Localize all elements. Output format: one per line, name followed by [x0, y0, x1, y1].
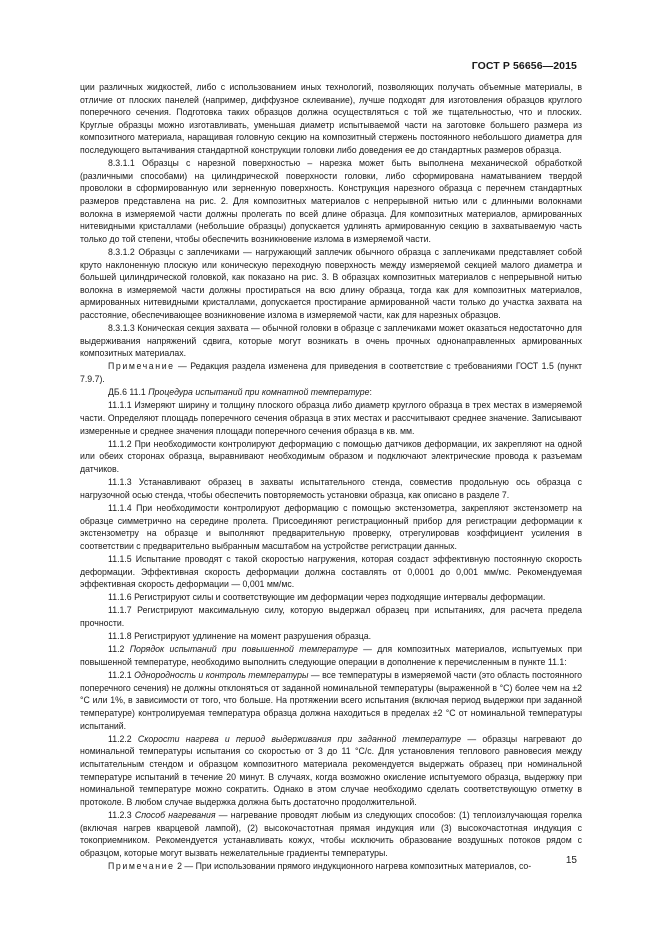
paragraph: 11.2.3 Способ нагревания — нагревание проводят любым из следующих способов: (1) теплоизлучающая горелка (включая нагрев кварцевой лампой), (2) высокочастотная прямая индукция или (3) высокочастотная индукция с токоприемником. Рекомендуется устанавливать кожух, чтобы исключить образование воздушных потоков рядом с образцом, которые могут вызвать нежелательные градиенты температуры. — [80, 809, 583, 858]
document-code: ГОСТ Р 56656—2015 — [471, 60, 577, 72]
note-label: Примечание — [108, 860, 175, 871]
paragraph: 11.1.2 При необходимости контролируют деформацию с помощью датчиков деформации, их закрепляют на одной или обеих сторонах образца, выравнивают необходимым образом и подключают электрические провода к разъемам датчиков. — [80, 438, 582, 474]
page-number: 15 — [565, 855, 577, 866]
paragraph: 11.1.3 Устанавливают образец в захваты испытательного стенда, совместив продольную ось образца с нагрузочной осью стенда, чтобы обеспечить повторяемость установки образца, как описано в разделе 7. — [80, 477, 582, 500]
paragraph: 8.3.1.1 Образцы с нарезной поверхностью – нарезка может быть выполнена механической обработкой (различными способами) на цилиндрической поверхности головки, либо сформирована наматыванием твердой проволоки в сформированную или зерненную поверхность. Конструкция нарезного образца с перечнем стандартных размеров представлена на рис. 2. Для композитных материалов с непрерывной нитью или с длинными волокнами волокна в измеряемой части должны пролегать по всей длине образца. Для композитных материалов, армированных нитевидными кристаллами (небольшие образцы) допускается удлинять армированную секцию в захватываемую часть только до той степени, чтобы обеспечить возникновение излома в измеряемой части. — [80, 158, 582, 244]
paragraph-title: Однородность и контроль температуры — [134, 670, 309, 681]
document-body — [80, 81, 582, 873]
paragraph: 8.3.1.2 Образцы с заплечиками — нагружающий заплечик обычного образца с заплечиками представляет собой круто наклоненную плоскую или коническую переходную поверхность между измеряемой секцией малого диаметра и большей цилиндрической головкой, как показано на рис. 3. В образцах композитных материалов с непрерывной нитью волокна в измеряемой части должны простираться на всю длину образца, тогда как для композитных материалов, армированных нитевидными кристаллами, допускается простирание армированной части только до участка захвата на расстояние, обеспечивающее возникновение излома в измеряемой части, как для нарезных образцов. — [80, 246, 582, 320]
paragraph: 11.1.4 При необходимости контролируют деформацию с помощью экстензометра, закрепляют экстензометр на образце симметрично на середине пролета. Присоединяют регистрационный прибор для регистрации деформации к экстензометру на образце и выполняют предварительную проверку, отрегулировав коэффициент усиления в соответствии с предварительно выбранным масштабом на устройстве регистрации данных. — [80, 502, 582, 551]
section-heading-title: Порядок испытаний при повышенной температуре — [129, 644, 358, 655]
section-heading: ДБ.6 11.1 Процедура испытаний при комнатной температуре: — [108, 387, 372, 398]
paragraph: 11.2.2 Скорости нагрева и период выдерживания при заданной температуре — образцы нагревают до номинальной температуры испытания со скоростью от 3 до 11 °С/с. Для установления теплового равновесия между испытательным стендом и образцом композитного материала рекомендуется выдержать образец при номинальной температуре испытаний в течение 20 минут. В случаях, когда возможно окисление испытуемого образца, выдержку при номинальной температуре можно сократить. Однако в этом случае необходимо сделать соответствующую отметку в протоколе. В любом случае выдержка должна быть достаточно продолжительной. — [80, 733, 582, 807]
paragraph: 11.1.8 Регистрируют удлинение на момент разрушения образца. — [108, 631, 372, 642]
note: Примечание — Редакция раздела изменена для приведения в соответствие с требованиями ГОСТ 1.5 (пункт 7.9.7). — [80, 361, 582, 385]
paragraph: 11.1.1 Измеряют ширину и толщину плоского образца либо диаметр круглого образца в трех местах в измеряемой части. Определяют площадь поперечного сечения образца в этих местах и рассчитывают среднее значение. Записывают измеренные и среднее значения площади поперечного сечения образца в кв. мм. — [80, 400, 582, 436]
paragraph-title: Скорости нагрева и период выдерживания при заданной температуре — [137, 733, 462, 744]
paragraph: 8.3.1.3 Коническая секция захвата — обычной головки в образце с заплечиками может оказаться недостаточно для выдерживания напряжений сдвига, которые могут возникать в очень прочных однонаправленных армированных композитных материалах. — [80, 323, 582, 359]
note: Примечание 2 — При использовании прямого индукционного нагрева композитных материалов, со- — [108, 860, 532, 871]
section-heading-title: Процедура испытаний при комнатной температуре — [148, 387, 370, 398]
section-heading: 11.2 Порядок испытаний при повышенной температуре — для композитных материалов, испытуемых при повышенной температуре, необходимо выполнить следующие операции в дополнение к перечисленным в пункте 11.1: — [80, 644, 582, 668]
paragraph: 11.1.6 Регистрируют силы и соответствующие им деформации через подходящие интервалы деформации. — [108, 592, 546, 603]
note-label: Примечание — [108, 361, 175, 372]
paragraph: ции различных жидкостей, либо с использованием иных технологий, позволяющих получать объемные материалы, в отличие от плоских панелей (например, диффузное склеивание), лучше подходят для изготовления образцов круглого поперечного сечения. Подготовка таких образцов должна осуществляться с той же тщательностью, что и плоских. Круглые образцы можно изготавливать, уменьшая диаметр испытываемой части на заготовке большего размера из композитного материала, наращивая головную секцию на композитный стержень постоянного небольшого диаметра для последующего вытачивания стандартной конструкции головки либо доведения ее до стандартных размеров образца. — [80, 82, 582, 155]
paragraph: 11.1.7 Регистрируют максимальную силу, которую выдержал образец при испытаниях, для расчета предела прочности. — [80, 605, 582, 629]
paragraph: 11.2.1 Однородность и контроль температуры — все температуры в измеряемой части (это область постоянного поперечного сечения) не должны отклоняться от заданной номинальной температуры (выраженной в °С) более чем на ±2 °С или 1%, в зависимости от того, что больше. На протяжении всего испытания (включая период выдержки при заданной температуре) контролируемая температура образца должна находиться в пределах ±2 °С от номинальной температуры испытаний. — [80, 670, 582, 731]
paragraph: 11.1.5 Испытание проводят с такой скоростью нагружения, которая создаст эффективную постоянную скорость деформации. Эффективная скорость деформации должна составлять от 0,0001 до 0,001 мм/мс. Рекомендуемая эффективная скорость деформации — 0,001 мм/мс. — [80, 553, 582, 590]
paragraph-title: Способ нагревания — [134, 809, 216, 820]
